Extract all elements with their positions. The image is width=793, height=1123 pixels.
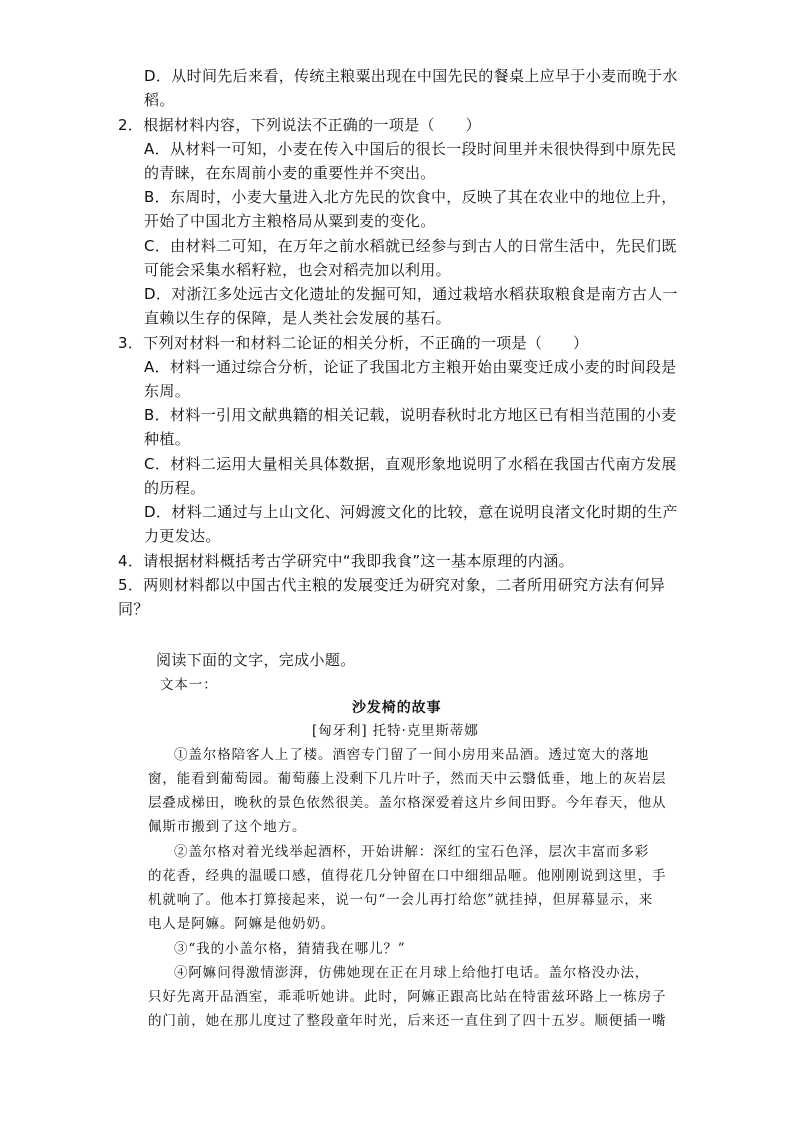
q3-option-a: A．材料一通过综合分析，论证了我国北方主粮开始由粟变迁成小麦的时间段是 [144,358,677,376]
q3-option-d: D．材料二通过与上山文化、河姆渡文化的比较，意在说明良渚文化时期的生产 [144,503,678,521]
paragraph-4: ④阿嫲问得激情澎湃，仿佛她现在正在月球上给他打电话。盖尔格没办法， [174,965,650,981]
q2-option-d: D．对浙江多处远古文化遗址的发掘可知，通过栽培水稻获取粮食是南方古人一 [144,285,678,303]
reading-instruction: 阅读下面的文字，完成小题。 [156,651,356,669]
q2-option-c-cont: 可能会采集水稻籽粒，也会对稻壳加以利用。 [144,261,452,279]
q2-option-a: A．从材料一可知，小麦在传入中国后的很长一段时间里并未很快得到中原先民 [144,140,677,158]
q1-option-d: D．从时间先后来看，传统主粮粟出现在中国先民的餐桌上应早于小麦而晚于水 [144,67,678,85]
q3-option-a-cont: 东周。 [144,382,191,400]
paragraph-2-line-3: 机就响了。他本打算接起来，说一句“一会儿再打给您”就挂掉，但屏幕显示，来 [148,892,654,908]
paragraph-1: ①盖尔格陪客人上了楼。酒窖专门留了一间小房用来品酒。透过宽大的落地 [174,747,650,763]
paragraph-1-line-3: 层叠成梯田，晚秋的景色依然很美。盖尔格深爱着这片乡间田野。今年春天，他从 [148,795,667,811]
paragraph-2-line-2: 的花香，经典的温暖口感，值得花几分钟留在口中细细品咂。他刚刚说到这里，手 [148,868,667,884]
question-5: 5．两则材料都以中国古代主粮的发展变迁为研究对象，二者所用研究方法有何异 [118,576,666,594]
q3-option-c-cont: 的历程。 [144,479,206,497]
paragraph-3: ③“我的小盖尔格，猜猜我在哪儿？” [174,941,406,957]
q3-option-b-cont: 种植。 [144,430,191,448]
q2-option-d-cont: 直赖以生存的保障，是人类社会发展的基石。 [144,309,452,327]
paragraph-2: ②盖尔格对着光线举起酒杯，开始讲解：深红的宝石色泽，层次丰富而多彩 [174,844,650,860]
story-author: [匈牙利] 托特·克里斯蒂娜 [312,723,479,739]
paragraph-4-line-2: 只好先离开品酒室，乖乖听她讲。此时，阿嫲正跟高比站在特雷兹环路上一栋房子 [148,989,667,1005]
paragraph-4-line-3: 的门前，她在那儿度过了整段童年时光，后来还一直住到了四十五岁。顺便插一嘴 [148,1013,667,1029]
question-4: 4．请根据材料概括考古学研究中“我即我食”这一基本原理的内涵。 [118,552,574,570]
q3-option-c: C．材料二运用大量相关具体数据，直观形象地说明了水稻在我国古代南方发展 [144,455,677,473]
story-title: 沙发椅的故事 [352,700,442,716]
paragraph-1-line-4: 佩斯市搬到了这个地方。 [148,819,307,835]
q3-option-d-cont: 力更发达。 [144,527,221,545]
paragraph-2-line-4: 电人是阿嫲。阿嫲是他奶奶。 [148,916,336,932]
q2-option-b-cont: 开始了中国北方主粮格局从粟到麦的变化。 [144,212,436,230]
q2-option-c: C．由材料二可知，在万年之前水稻就已经参与到古人的日常生活中，先民们既 [144,237,677,255]
q2-option-b: B．东周时，小麦大量进入北方先民的饮食中，反映了其在农业中的地位上升， [144,188,677,206]
q3-option-b: B．材料一引用文献典籍的相关记载，说明春秋时北方地区已有相当范围的小麦 [144,406,677,424]
q2-option-a-cont: 的青睐，在东周前小麦的重要性并不突出。 [144,164,436,182]
text-label: 文本一： [160,677,218,693]
paragraph-1-line-2: 窗，能看到葡萄园。葡萄藤上没剩下几片叶子，然而天中云翳低垂，地上的灰岩层 [148,771,667,787]
q1-option-d-cont: 稻。 [144,91,175,109]
question-2-stem: 2．根据材料内容，下列说法不正确的一项是（ ） [118,116,481,134]
question-5-cont: 同？ [118,600,149,618]
question-3-stem: 3．下列对材料一和材料二论证的相关分析，不正确的一项是（ ） [118,334,589,352]
